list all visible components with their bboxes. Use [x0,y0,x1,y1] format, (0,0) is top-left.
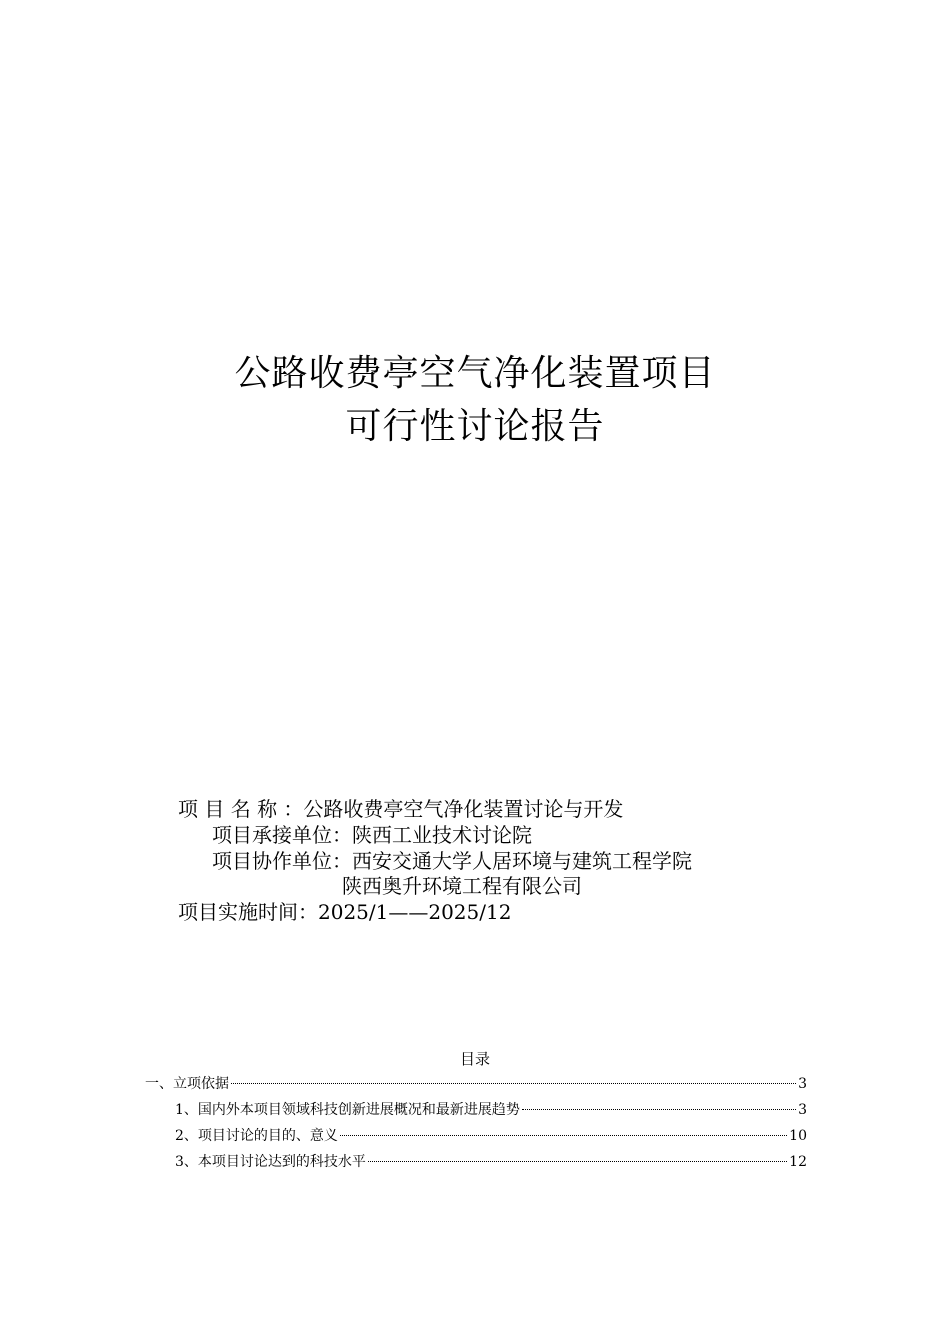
toc-dot-leader [340,1135,787,1136]
toc-entry-label: 一、立项依据 [145,1076,229,1092]
project-undertaker: 项目承接单位：陕西工业技术讨论院 [212,823,532,847]
project-collaborator: 项目协作单位：西安交通大学人居环境与建筑工程学院 [212,849,692,873]
toc-entry-page: 10 [789,1128,807,1144]
report-title-line-1: 公路收费亭空气净化装置项目 [234,353,716,394]
toc-dot-leader [522,1109,796,1110]
report-title-line-2: 可行性讨论报告 [345,406,605,447]
toc-dot-leader [231,1083,796,1084]
toc-heading: 目录 [459,1050,490,1068]
project-period: 项目实施时间：2025/1——2025/12 [178,900,512,924]
toc-entry-page: 3 [798,1102,807,1118]
table-of-contents [145,1074,807,1178]
project-collaborator-second: 陕西奥升环境工程有限公司 [342,874,582,898]
project-name: 项 目 名 称 ：公路收费亭空气净化装置讨论与开发 [178,797,624,821]
toc-entry-label: 2、项目讨论的目的、意义 [175,1128,338,1144]
toc-entry-page: 3 [798,1076,807,1092]
toc-dot-leader [368,1161,787,1162]
toc-entry[interactable] [145,1100,807,1126]
toc-entry[interactable] [145,1152,807,1178]
toc-entry[interactable] [145,1126,807,1152]
toc-entry[interactable] [145,1074,807,1100]
toc-entry-label: 3、本项目讨论达到的科技水平 [175,1154,366,1170]
toc-entry-page: 12 [789,1154,807,1170]
toc-entry-label: 1、国内外本项目领域科技创新进展概况和最新进展趋势 [175,1102,520,1118]
